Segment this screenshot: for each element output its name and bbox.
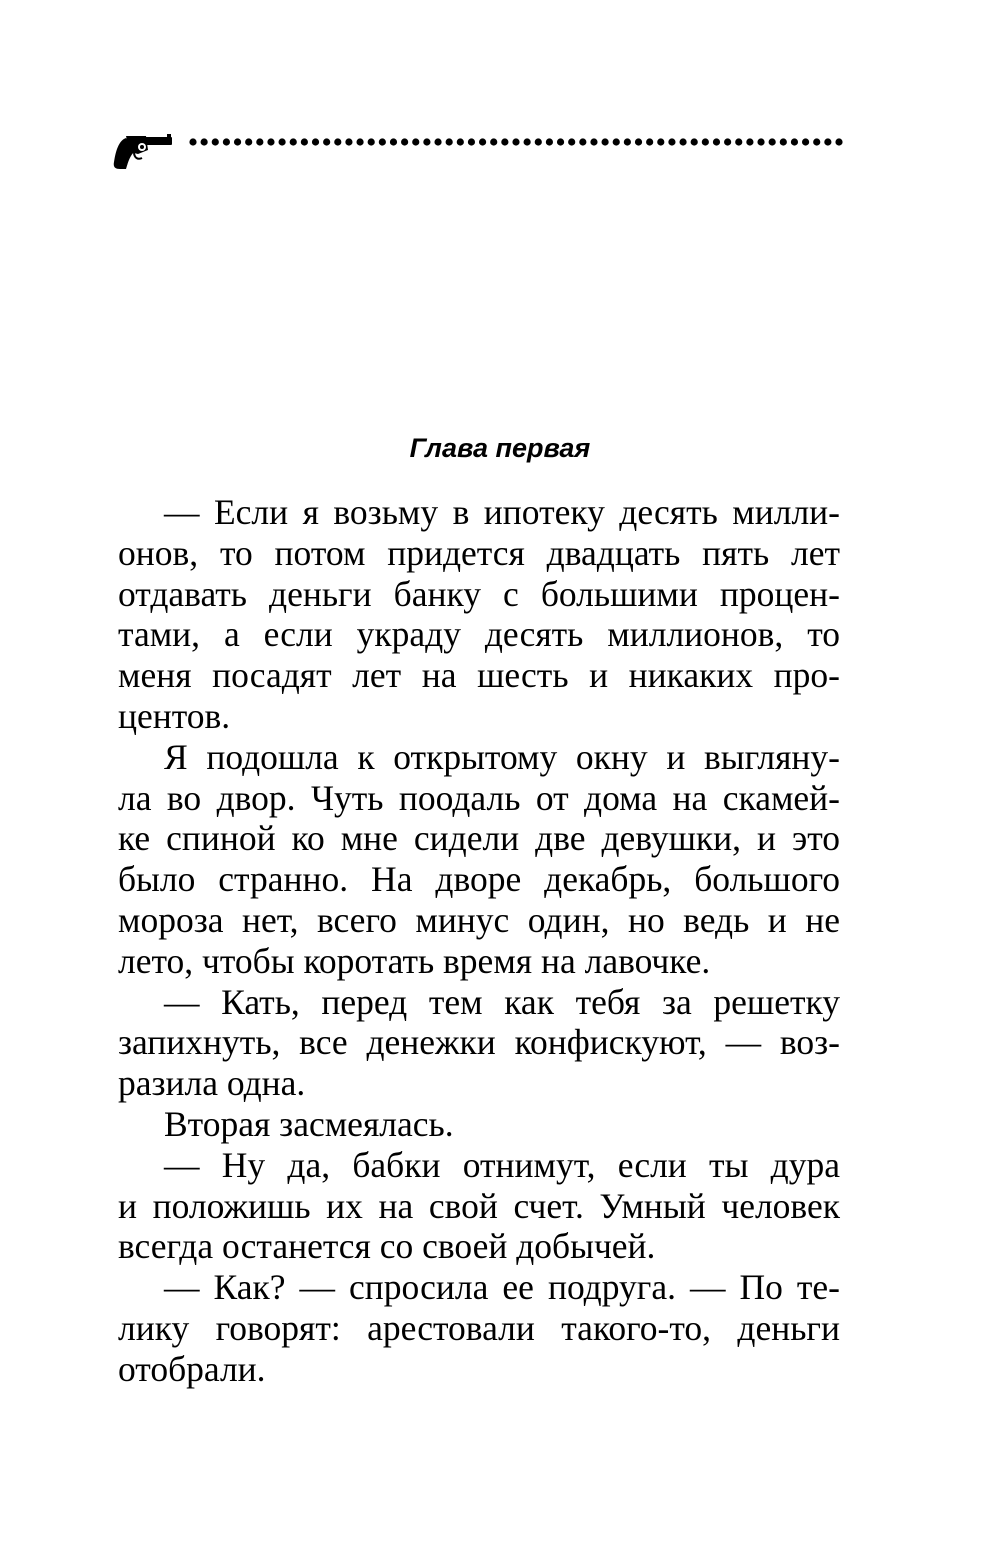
rule-dot [279,138,286,145]
rule-dot [468,138,475,145]
text-line: запихнуть, все денежки конфискуют, — воз- [118,1022,840,1063]
rule-dot [412,138,419,145]
text-line: — Кать, перед тем как тебя за решетку [164,981,840,1022]
text-line: лику говорят: арестовали такого-то, деньги [118,1307,840,1348]
rule-dot [245,138,252,145]
rule-dot [457,138,464,145]
text-line: разила одна. [118,1063,306,1104]
rule-dot [546,138,553,145]
text-line: и положишь их на свой счет. Умный человек [118,1185,840,1226]
rule-dot [490,138,497,145]
rule-dot [590,138,597,145]
rule-dot [212,138,219,145]
text-line: Вторая засмеялась. [164,1103,454,1144]
rule-dot [256,138,263,145]
rule-dot [635,138,642,145]
rule-dot [446,138,453,145]
rule-dot [390,138,397,145]
text-line: — Как? — спросила ее подруга. — По те- [164,1267,840,1308]
rule-dot [579,138,586,145]
text-line: центов. [118,695,231,736]
rule-dot [524,138,531,145]
rule-dot [345,138,352,145]
rule-dot [312,138,319,145]
rule-dot [613,138,620,145]
rule-dot [501,138,508,145]
text-line: было странно. На дворе декабрь, большого [118,859,840,900]
rule-dot [423,138,430,145]
dotted-rule [188,136,844,148]
rule-dot [746,138,753,145]
text-line: Я подошла к открытому окну и выгляну- [164,736,840,777]
rule-dot [679,138,686,145]
rule-dot [356,138,363,145]
rule-dot [824,138,831,145]
rule-dot [668,138,675,145]
rule-dot [702,138,709,145]
rule-dot [724,138,731,145]
revolver-icon [112,128,176,172]
rule-dot [535,138,542,145]
text-line: онов, то потом придется двадцать пять лет [118,532,840,573]
rule-dot [512,138,519,145]
rule-dot [735,138,742,145]
text-line: меня посадят лет на шесть и никаких про- [118,655,840,696]
text-line: — Ну да, бабки отнимут, если ты дура [164,1144,840,1185]
rule-dot [557,138,564,145]
text-line: ла во двор. Чуть поодаль от дома на скамей- [118,777,840,818]
rule-dot [201,138,208,145]
rule-dot [713,138,720,145]
text-line: отобрали. [118,1348,266,1389]
rule-dot [401,138,408,145]
rule-dot [813,138,820,145]
rule-dot [691,138,698,145]
rule-dot [379,138,386,145]
text-line: тами, а если украду десять миллионов, то [118,614,840,655]
text-line: ке спиной ко мне сидели две девушки, и это [118,818,840,859]
text-line: лето, чтобы коротать время на лавочке. [118,940,711,981]
rule-dot [223,138,230,145]
rule-dot [757,138,764,145]
rule-dot [189,138,196,145]
rule-dot [234,138,241,145]
rule-dot [791,138,798,145]
rule-dot [657,138,664,145]
chapter-title: Глава первая [409,433,591,463]
rule-dot [434,138,441,145]
rule-dot [479,138,486,145]
rule-dot [780,138,787,145]
chapter-header-ornament [112,128,848,172]
text-line: отдавать деньги банку с большими процен- [118,573,840,614]
rule-dot [267,138,274,145]
rule-dot [624,138,631,145]
rule-dot [802,138,809,145]
rule-dot [646,138,653,145]
chapter-body-text [118,492,840,1390]
rule-dot [290,138,297,145]
rule-dot [323,138,330,145]
rule-dot [301,138,308,145]
text-line: всегда останется со своей добычей. [118,1226,656,1267]
rule-dot [769,138,776,145]
text-line: мороза нет, всего минус один, но ведь и не [118,899,840,940]
rule-dot [602,138,609,145]
rule-dot [334,138,341,145]
text-line: — Если я возьму в ипотеку десять милли- [164,492,840,532]
rule-dot [835,138,842,145]
rule-dot [368,138,375,145]
rule-dot [568,138,575,145]
